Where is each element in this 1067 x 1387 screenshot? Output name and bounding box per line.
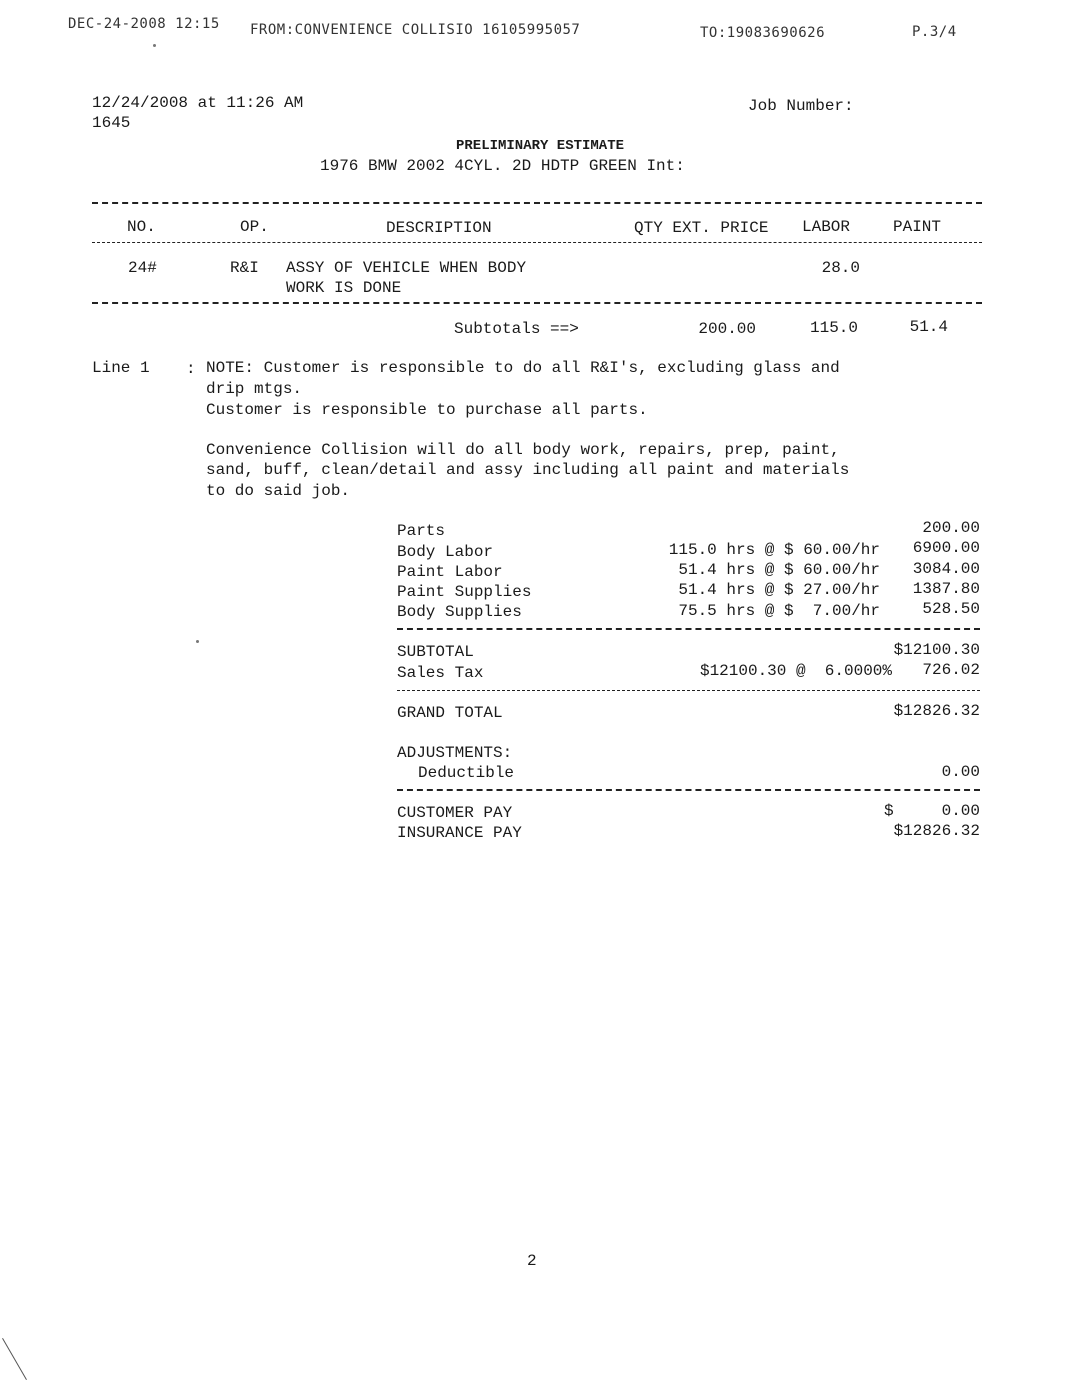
summary-amount: 6900.00 bbox=[912, 539, 980, 557]
subtotals-label: Subtotals ==> bbox=[454, 320, 579, 338]
subtotals-price: 200.00 bbox=[698, 320, 756, 338]
note-line-label: Line 1 bbox=[92, 359, 150, 377]
estimate-timestamp: 12/24/2008 at 11:26 AM bbox=[92, 94, 304, 112]
row-labor: 28.0 bbox=[821, 259, 860, 277]
document-title: PRELIMINARY ESTIMATE bbox=[455, 138, 625, 154]
scan-speck bbox=[153, 44, 156, 47]
summary-amount: 3084.00 bbox=[912, 560, 980, 578]
summary-amount: 528.50 bbox=[922, 600, 980, 618]
deductible-amount: 0.00 bbox=[941, 763, 980, 781]
sales-tax-amount: 726.02 bbox=[922, 661, 980, 679]
note-text-line: NOTE: Customer is responsible to do all R&I's, excluding glass and bbox=[206, 359, 840, 377]
divider bbox=[92, 202, 982, 204]
col-header-description: DESCRIPTION bbox=[386, 219, 492, 237]
note-text-line: Customer is responsible to purchase all parts. bbox=[206, 401, 648, 419]
col-header-qty-ext-price: QTY EXT. PRICE bbox=[634, 219, 769, 237]
fax-page: P.3/4 bbox=[912, 24, 957, 40]
summary-detail: 115.0 hrs @ $ 60.00/hr bbox=[668, 541, 880, 559]
grand-total-label: GRAND TOTAL bbox=[397, 704, 503, 722]
summary-detail: 51.4 hrs @ $ 27.00/hr bbox=[678, 581, 880, 599]
summary-label: Parts bbox=[397, 522, 446, 540]
job-number-value: 1645 bbox=[92, 114, 131, 132]
row-description-cont: WORK IS DONE bbox=[286, 279, 402, 297]
page-number: 2 bbox=[527, 1252, 537, 1270]
divider bbox=[92, 242, 982, 243]
summary-amount: 200.00 bbox=[922, 519, 980, 537]
sales-tax-label: Sales Tax bbox=[397, 664, 484, 682]
summary-label: Body Labor bbox=[397, 543, 494, 561]
summary-amount: 1387.80 bbox=[912, 580, 980, 598]
summary-label: Paint Labor bbox=[397, 563, 503, 581]
divider bbox=[397, 789, 980, 791]
divider bbox=[397, 690, 980, 691]
col-header-labor: LABOR bbox=[802, 218, 851, 236]
grand-total-amount: $12826.32 bbox=[893, 702, 980, 720]
fax-to: TO:19083690626 bbox=[700, 25, 826, 41]
customer-pay-amount: $ 0.00 bbox=[883, 802, 980, 820]
sales-tax-detail: $12100.30 @ 6.0000% bbox=[699, 662, 892, 680]
divider bbox=[92, 302, 982, 304]
row-op: R&I bbox=[230, 259, 259, 277]
note-paragraph-line: to do said job. bbox=[206, 482, 351, 500]
scan-speck bbox=[196, 640, 199, 643]
row-no: 24# bbox=[128, 259, 157, 277]
divider bbox=[397, 628, 980, 630]
subtotal-label: SUBTOTAL bbox=[397, 643, 474, 661]
note-paragraph-line: sand, buff, clean/detail and assy including all paint and materials bbox=[206, 461, 850, 479]
note-paragraph-line: Convenience Collision will do all body work, repairs, prep, paint, bbox=[206, 441, 840, 459]
insurance-pay-amount: $12826.32 bbox=[893, 822, 980, 840]
summary-detail: 51.4 hrs @ $ 60.00/hr bbox=[678, 561, 880, 579]
job-number-label: Job Number: bbox=[748, 97, 854, 115]
row-description: ASSY OF VEHICLE WHEN BODY bbox=[286, 259, 527, 277]
note-separator: : bbox=[186, 360, 196, 378]
summary-label: Body Supplies bbox=[397, 603, 522, 621]
vehicle-description: 1976 BMW 2002 4CYL. 2D HDTP GREEN Int: bbox=[320, 157, 685, 175]
summary-label: Paint Supplies bbox=[397, 583, 532, 601]
summary-detail: 75.5 hrs @ $ 7.00/hr bbox=[678, 602, 880, 620]
subtotals-paint: 51.4 bbox=[909, 318, 948, 336]
adjustments-label: ADJUSTMENTS: bbox=[397, 744, 513, 762]
customer-pay-label: CUSTOMER PAY bbox=[397, 804, 513, 822]
scan-edge-line bbox=[2, 1338, 27, 1380]
insurance-pay-label: INSURANCE PAY bbox=[397, 824, 522, 842]
col-header-op: OP. bbox=[240, 218, 269, 236]
note-text-line: drip mtgs. bbox=[206, 380, 303, 398]
subtotals-labor: 115.0 bbox=[809, 319, 858, 337]
fax-from: FROM:CONVENIENCE COLLISIO 16105995057 bbox=[250, 22, 581, 38]
fax-datetime: DEC-24-2008 12:15 bbox=[68, 16, 220, 32]
col-header-paint: PAINT bbox=[893, 218, 942, 236]
col-header-no: NO. bbox=[127, 218, 156, 236]
subtotal-amount: $12100.30 bbox=[893, 641, 980, 659]
deductible-label: Deductible bbox=[418, 764, 515, 782]
